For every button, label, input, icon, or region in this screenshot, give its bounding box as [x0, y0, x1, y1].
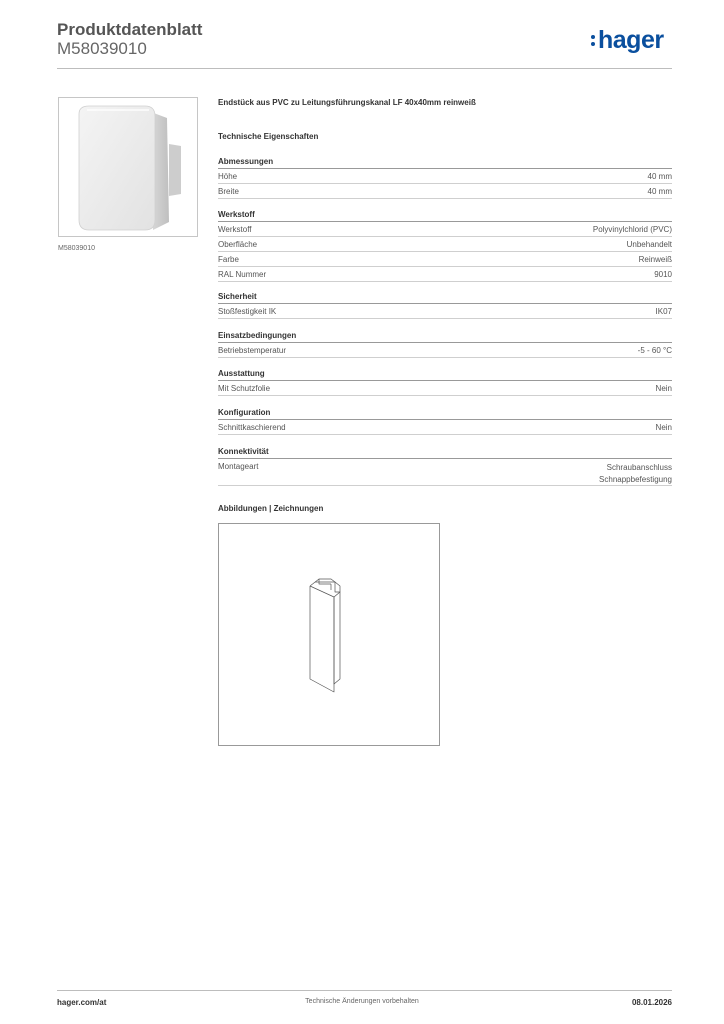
end-cap-photo-icon [59, 98, 198, 237]
property-label: Schnittkaschierend [218, 423, 286, 432]
property-label: Farbe [218, 255, 239, 264]
property-value: Reinweiß [638, 255, 672, 264]
section-konfiguration [218, 407, 672, 435]
logo-text: hager [598, 26, 664, 54]
section-sicherheit [218, 291, 672, 319]
product-description: Endstück aus PVC zu Leitungsführungskanal LF 40x40mm reinweiß [218, 98, 476, 107]
header-divider [57, 68, 672, 69]
property-value-line: Schraubanschluss [606, 463, 672, 472]
hager-logo [591, 26, 664, 55]
property-value: 9010 [654, 270, 672, 279]
property-label: Mit Schutzfolie [218, 384, 271, 393]
property-value: Unbehandelt [626, 240, 672, 249]
section-title: Ausstattung [218, 368, 672, 381]
section-title: Sicherheit [218, 291, 672, 304]
property-label: RAL Nummer [218, 270, 267, 279]
property-label: Oberfläche [218, 240, 258, 249]
property-value: Nein [655, 423, 672, 432]
section-werkstoff [218, 209, 672, 282]
property-label: Breite [218, 187, 239, 196]
footer-date: 08.01.2026 [631, 998, 672, 1007]
product-photo [58, 97, 198, 237]
property-row [218, 222, 672, 237]
section-title: Werkstoff [218, 209, 672, 222]
logo-dots-icon [591, 33, 595, 47]
property-label: Werkstoff [218, 225, 252, 234]
property-value: Nein [655, 384, 672, 393]
property-row [218, 184, 672, 199]
property-row [218, 381, 672, 396]
property-value: IK07 [655, 307, 672, 316]
footer-website: hager.com/at [57, 998, 107, 1007]
property-row [218, 420, 672, 435]
article-number: M58039010 [57, 39, 147, 58]
property-value: Polyvinylchlorid (PVC) [592, 225, 672, 234]
document-title: Produktdatenblatt [57, 20, 203, 39]
section-title: Abmessungen [218, 156, 672, 169]
end-cap-drawing-icon [219, 524, 439, 745]
footer-divider [57, 990, 672, 991]
section-title: Konnektivität [218, 446, 672, 459]
property-label: Montageart [218, 462, 259, 471]
property-row [218, 304, 672, 319]
property-value-line: Schnappbefestigung [599, 475, 672, 484]
property-label: Stoßfestigkeit IK [218, 307, 277, 316]
property-row [218, 459, 672, 486]
drawings-title: Abbildungen | Zeichnungen [218, 504, 324, 513]
property-row [218, 343, 672, 358]
tech-properties-title: Technische Eigenschaften [218, 132, 319, 141]
property-value [599, 462, 672, 486]
section-konnektivitaet [218, 446, 672, 486]
property-label: Betriebstemperatur [218, 346, 287, 355]
property-value: 40 mm [647, 187, 672, 196]
property-row [218, 267, 672, 282]
section-abmessungen [218, 156, 672, 199]
footer-notice: Technische Änderungen vorbehalten [305, 998, 419, 1005]
property-row [218, 252, 672, 267]
property-row [218, 169, 672, 184]
technical-drawing [218, 523, 440, 746]
property-value: 40 mm [647, 172, 672, 181]
property-value: -5 - 60 °C [637, 346, 672, 355]
section-einsatzbedingungen [218, 330, 672, 358]
property-label: Höhe [218, 172, 238, 181]
photo-caption: M58039010 [58, 245, 95, 252]
section-title: Konfiguration [218, 407, 672, 420]
property-row [218, 237, 672, 252]
section-ausstattung [218, 368, 672, 396]
section-title: Einsatzbedingungen [218, 330, 672, 343]
